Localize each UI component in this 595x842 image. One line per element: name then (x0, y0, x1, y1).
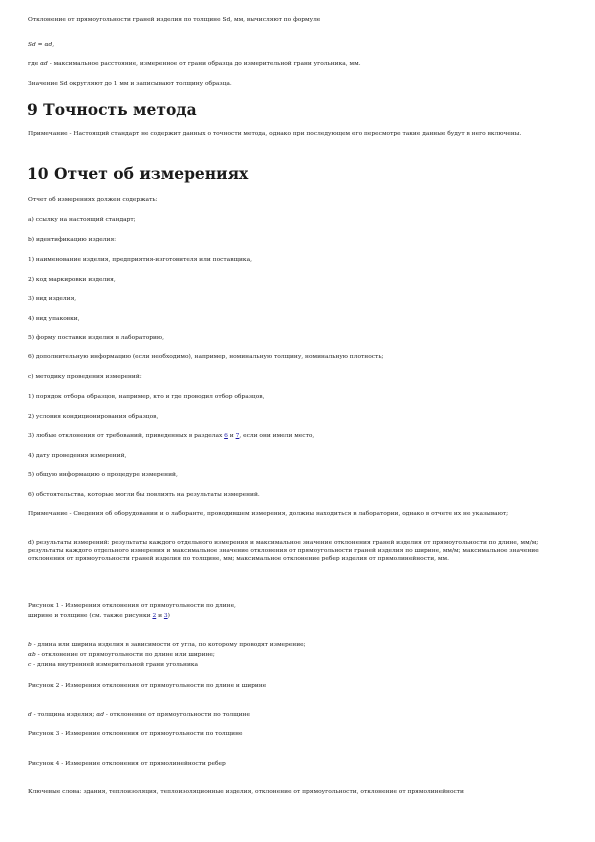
variable: c (28, 662, 32, 668)
figure-1-caption-line2 (28, 612, 568, 620)
text: - максимальное расстояние, измеренное от грани образца до измерительной грани угольника, мм. (47, 61, 361, 67)
variable: αd (96, 712, 105, 718)
list-item-b5: 5) форму поставки изделия в лабораторию, (28, 335, 164, 341)
list-item-c5: 5) общую информацию о процедуре измерений, (28, 472, 178, 478)
text: ширине и толщине (см. также рисунки (28, 613, 153, 619)
list-item-d: d) результаты измерений: результаты каждого отдельного измерения и максимальное значение отклонения граней изделия от прямоугольности по длине, мм/м; результаты каждого отдельного измерения и максимальное значение отклонения от прямоугольности граней изделия по ширине, мм/м; максимальное значение отклонения от прямоугольности граней изделия по толщине, мм; максимальное отклонение ребер изделия от прямолинейности, мм. (28, 540, 539, 562)
text: - отклонение от прямоугольности по толщине (104, 712, 250, 718)
text: - толщина изделия; (31, 712, 97, 718)
text: ) (167, 613, 170, 619)
variable: b (28, 642, 32, 648)
figure-2-caption: Рисунок 2 - Измерения отклонения от прямоугольности по длине и ширине (28, 683, 267, 689)
list-item-a: а) ссылку на настоящий стандарт; (28, 217, 136, 223)
list-item-b: b) идентификацию изделия: (28, 237, 117, 243)
legend-ab (28, 651, 568, 659)
figure-1-caption-line1: Рисунок 1 - Измерения отклонения от прямоугольности по длине, (28, 603, 236, 609)
variable: d (28, 712, 32, 718)
figure-4-caption: Рисунок 4 - Измерение отклонения от прямолинейности ребер (28, 761, 226, 767)
keywords: Ключевые слова: здания, теплоизоляция, теплоизоляционные изделия, отклонение от прямоугольности, отклонение от прямолинейности (28, 789, 464, 795)
text: - длина внутренней измерительной грани угольника (31, 662, 199, 668)
text: - отклонение от прямоугольности по длине или ширине; (35, 652, 215, 658)
legend-c (28, 661, 568, 669)
section-10-heading: 10 Отчет об измерениях (27, 164, 249, 183)
list-item-b3: 3) вид изделия, (28, 296, 77, 302)
list-item-c3 (28, 432, 568, 440)
list-item-b2: 2) код маркировки изделия, (28, 277, 116, 283)
figure-3-caption: Рисунок 3 - Измерение отклонения от прямоугольности по толщине (28, 731, 243, 737)
list-item-b1: 1) наименование изделия, предприятия-изготовителя или поставщика, (28, 257, 252, 263)
formula-text: Sd = αd, (28, 42, 55, 48)
text: , если они имели место, (239, 433, 315, 439)
variable: αb (28, 652, 36, 658)
figure-3-link[interactable]: 3 (163, 613, 168, 619)
list-item-c1: 1) порядок отбора образцов, например, кто и где проводил отбор образцов, (28, 394, 265, 400)
list-item-b4: 4) вид упаковки, (28, 316, 80, 322)
formula (28, 41, 568, 49)
text: и (227, 433, 236, 439)
text: и (156, 613, 164, 619)
report-intro: Отчет об измерениях должен содержать: (28, 197, 158, 203)
legend-b (28, 641, 568, 649)
section-6-link[interactable]: 6 (224, 433, 228, 439)
section-9-heading: 9 Точность метода (27, 100, 197, 119)
paragraph-formula-intro: Отклонение от прямоугольности граней изделия по толщине Sd, мм, вычисляют по формуле (28, 17, 321, 23)
variable: αd (40, 61, 48, 67)
legend-d (28, 711, 568, 719)
list-item-b6: 6) дополнительную информацию (если необходимо), например, номинальную толщину, номинальную плотность; (28, 354, 384, 360)
section-9-note: Примечание - Настоящий стандарт не содержит данных о точности метода, однако при последующем его пересмотре такие данные будут в него включены. (28, 131, 522, 137)
text: 3) любые отклонения от требований, приведенных в разделах (28, 433, 225, 439)
paragraph-rounding: Значение Sd округляют до 1 мм и записывают толщину образца. (28, 81, 232, 87)
figure-2-link[interactable]: 2 (152, 613, 157, 619)
list-item-c2: 2) условия кондиционирования образцов, (28, 414, 159, 420)
section-7-link[interactable]: 7 (235, 433, 240, 439)
text: - длина или ширина изделия в зависимости от угла, по которому проводят измерение; (31, 642, 306, 648)
paragraph-variable-definition (28, 60, 568, 68)
list-item-c4: 4) дату проведения измерений, (28, 453, 127, 459)
text: где (28, 61, 41, 67)
section-10-note: Примечание - Сведения об оборудовании и о лаборанте, проводившем измерения, должны находиться в лаборатории, однако в отчете их не указывают; (28, 511, 509, 517)
list-item-c: с) методику проведения измерений: (28, 374, 142, 380)
list-item-c6: 6) обстоятельства, которые могли бы повлиять на результаты измерений. (28, 492, 260, 498)
